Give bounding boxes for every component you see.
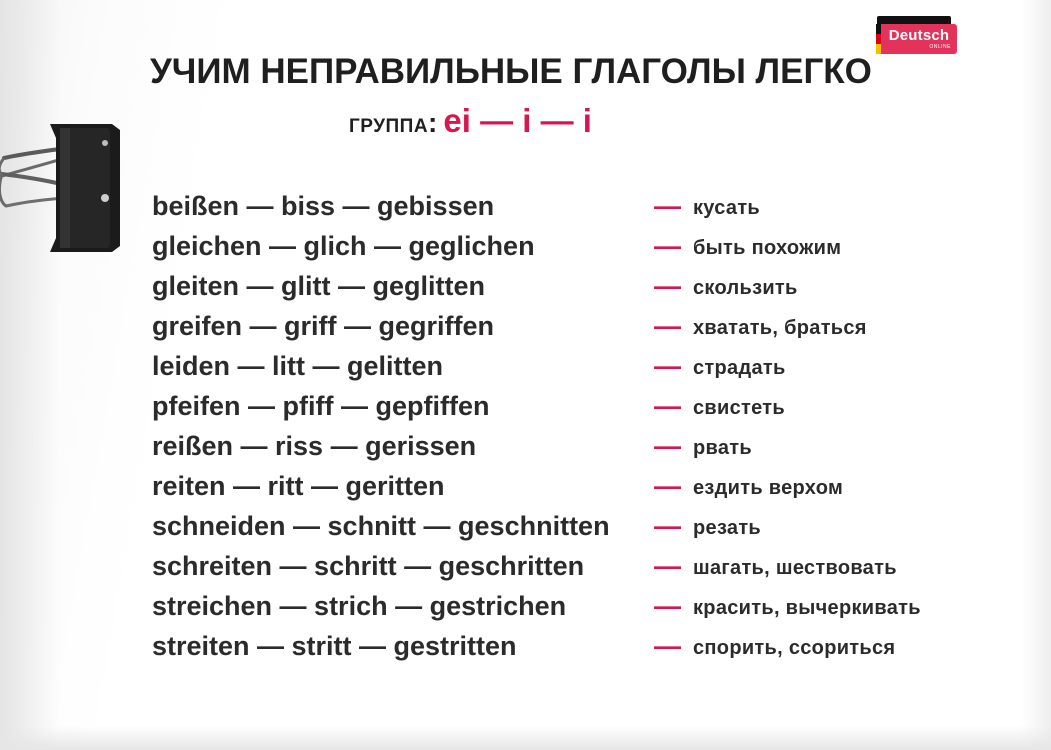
verb-forms: gleichen — glich — geglichen <box>152 231 535 261</box>
verb-translation: кусать <box>693 197 761 219</box>
verb-row <box>152 586 982 626</box>
verb-forms: beißen — biss — gebissen <box>152 191 495 221</box>
translation-dash: — <box>654 431 681 461</box>
verb-row <box>152 506 982 546</box>
paper-shadow-bottom <box>0 726 1051 750</box>
translation-dash: — <box>654 471 681 501</box>
verb-row <box>152 186 982 226</box>
verb-translation: ездить верхом <box>693 477 844 499</box>
translation-dash: — <box>654 231 681 261</box>
paper-shadow-left <box>0 0 60 750</box>
translation-dash: — <box>654 271 681 301</box>
verb-forms: gleiten — glitt — geglitten <box>152 271 485 301</box>
verb-translation: быть похожим <box>693 237 842 259</box>
logo-tab <box>877 16 951 24</box>
verb-translation: рвать <box>693 437 752 459</box>
translation-dash: — <box>654 311 681 341</box>
paper-shadow-right <box>1021 0 1051 750</box>
verb-forms: streiten — stritt — gestritten <box>152 631 517 661</box>
verb-forms: reißen — riss — gerissen <box>152 431 477 461</box>
verb-forms: schreiten — schritt — geschritten <box>152 551 585 581</box>
verb-row <box>152 346 982 386</box>
verb-translation: резать <box>693 517 762 539</box>
translation-dash: — <box>654 551 681 581</box>
page-title: УЧИМ НЕПРАВИЛЬНЫЕ ГЛАГОЛЫ ЛЕГКО <box>150 52 872 91</box>
group-colon: : <box>428 107 438 138</box>
verb-forms: reiten — ritt — geritten <box>152 471 445 501</box>
binder-clip-icon <box>0 118 130 258</box>
verb-translation: спорить, ссориться <box>693 637 896 659</box>
verb-row <box>152 466 982 506</box>
translation-dash: — <box>654 511 681 541</box>
verb-translation: скользить <box>693 277 798 299</box>
verb-row <box>152 546 982 586</box>
verb-list <box>152 186 982 666</box>
verb-translation: шагать, шествовать <box>693 557 897 579</box>
logo-subtext: ONLINE <box>929 44 951 50</box>
verb-forms: leiden — litt — gelitten <box>152 351 444 381</box>
verb-row <box>152 426 982 466</box>
verb-translation: красить, вычеркивать <box>693 597 921 619</box>
translation-dash: — <box>654 391 681 421</box>
group-label: ГРУППА <box>349 116 429 137</box>
verb-row <box>152 626 982 666</box>
translation-dash: — <box>654 591 681 621</box>
group-pattern: ei — i — i <box>443 102 592 139</box>
verb-translation: страдать <box>693 357 786 379</box>
translation-dash: — <box>654 631 681 661</box>
verb-forms: pfeifen — pfiff — gepfiffen <box>152 391 490 421</box>
translation-dash: — <box>654 191 681 221</box>
verb-row <box>152 386 982 426</box>
verb-forms: schneiden — schnitt — geschnitten <box>152 511 610 541</box>
verb-forms: greifen — griff — gegriffen <box>152 311 495 341</box>
deutsch-online-logo <box>876 16 957 54</box>
verb-translation: хватать, браться <box>693 317 867 339</box>
verb-row <box>152 266 982 306</box>
verb-forms: streichen — strich — gestrichen <box>152 591 567 621</box>
translation-dash: — <box>654 351 681 381</box>
logo-text: Deutsch <box>888 27 950 44</box>
verb-translation: свистеть <box>693 397 785 419</box>
verb-row <box>152 306 982 346</box>
group-subtitle <box>349 102 592 140</box>
verb-row <box>152 226 982 266</box>
